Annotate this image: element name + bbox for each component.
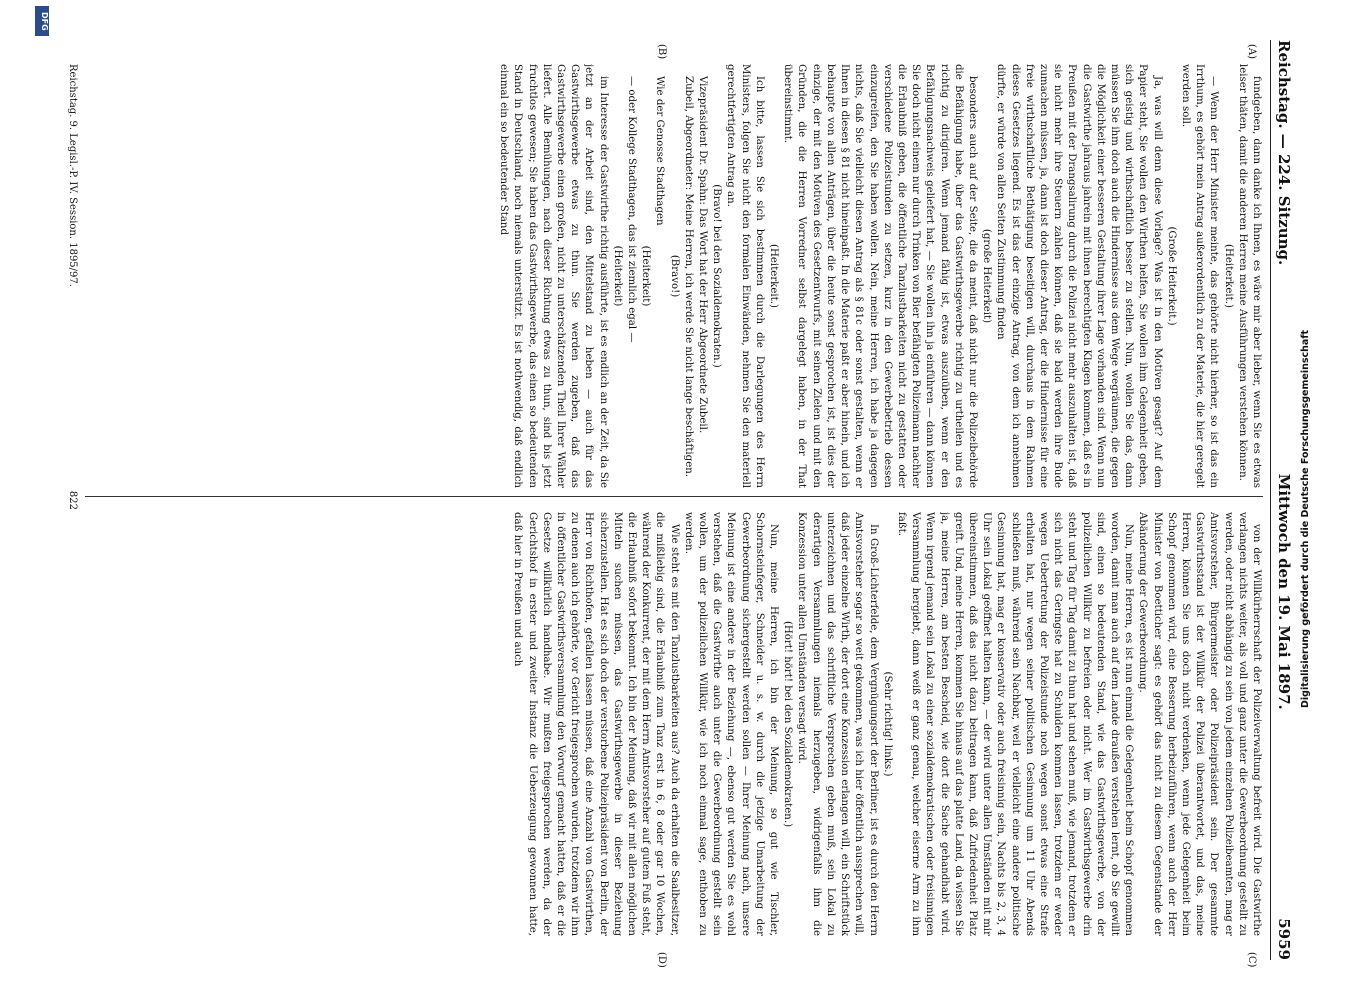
paragraph: Nun, meine Herren, es ist nun einmal die Gelegenheit beim Schopf genommen worden, damit man auch auf dem Lande draußen verstehen lernt, ob Sie gewillt sind, einen so bedeutenden Stand, wie das Gastwirthsgewerbe, von der polizeilichen Willkür zu befreien oder nicht. Wer im Gastwirthsgewerbe drin steht und Tag für Tag damit zu thun hat und sehen muß, wie jemand, trotzdem er sich nicht das Geringste hat zu Schulden kommen lassen, trotzdem er weder wegen Uebertretung der Polizeistunde noch wegen sonst etwas eine Strafe erhalten hat, nur wegen seiner politischen Gesinnung um 11 Uhr Abends schließen muß, während sein Nachbar, weil er vielleicht eine andere politische Gesinnung hat, mag er konservativ oder auch freisinnig sein, Nachts bis 2, 3, 4 Uhr sein Lokal geöffnet halten kann, — der wird unter allen Umständen mit mir übereinstimmen, daß das nicht dazu beitragen kann, daß Zufriedenheit Platz greift. Und, meine Herren, kommen Sie hinaus auf das platte Land, da wissen Sie ja, meine Herren, am besten Bescheid, wie dort die Sache gehandhabt wird. Wenn irgend jemand sein Lokal zu einer sozialdemokratischen oder freisinnigen Versammlung hergiebt, dann weiß er ganz genau, welcher eiserne Arm zu ihm faßt. (895, 512, 1134, 936)
header-rule (1270, 40, 1271, 960)
interjection: (Heiterkeit) (639, 245, 651, 307)
margin-marker-b: (B) (655, 44, 667, 60)
interjection: (Heiterkeit.) (1222, 244, 1234, 308)
margin-marker-d: (D) (655, 952, 667, 968)
interjection: (Heiterkeit) (611, 245, 623, 307)
interjection: (Große Heiterkeit.) (1165, 226, 1177, 326)
footer-citation: Reichstag. 9. Legisl.-P. IV. Session. 1895/97. (66, 64, 78, 287)
interjection: (große Heiterkeit) (980, 228, 992, 324)
paragraph: von der Willkürherrschaft der Polizeiverwaltung befreit wird. Die Gastwirthe verlangen nichts weiter, als voll und ganz unter die Gewerbeordnung gestellt zu werden, oder nicht abhängig zu sein von jedem einzelnen Polizeibeamten, mag er Amtsvorsteher, Bürgermeister oder Polizeipräsident sein. Der gesammte Gastwirthsstand ist der Willkür der Polizei überantwortet, und das, meine Herren, können Sie uns doch nicht verdenken, wenn jede Gelegenheit beim Schopf genommen wird, eine Besserung herbeizuführen, wenn auch der Herr Minister von Boetticher sagt: es gehört das nicht zu diesem Gegenstande der Abänderung der Gewerbeordnung. (1136, 512, 1262, 936)
interjection: (Bravo!) (668, 254, 680, 298)
interjection: (Sehr richtig! links.) (881, 671, 893, 777)
paragraph: fundgeben, dann danke ich Ihnen, es wäre mir aber lieber, wenn Sie es etwas leiser thäten, damit die anderen Herren meine Ausführungen verstehen können. (1236, 64, 1262, 488)
header-left: Reichstag. — 224. Sitzung. (1274, 40, 1293, 266)
paragraph: — oder Kollege Stadthagen, das ist ziemlich egal — (625, 76, 637, 343)
header-date: Mittwoch den 19. Mai 1897. (1274, 473, 1293, 710)
margin-marker-a: (A) (1245, 44, 1257, 60)
paragraph: In Groß-Lichterfelde, dem Vergnügungsort der Berliner, ist es durch den Herrn Amtsvorsteher sogar so weit gekommen, was ich hier öffentlich aussprechen will, daß jeder einzelne Wirth, der dort eine Konzession erlangen will, ein Schriftstück unterzeichnen und das schriftliche Versprechen geben muß, sein Lokal zu derartigen Versammlungen niemals herzugeben, widrigenfalls ihm die Konzession unter allen Umständen versagt wird. (796, 512, 879, 936)
document-page (47, 20, 1307, 980)
bottom-page-number: 822 (66, 490, 78, 510)
paragraph: im Interesse der Gastwirthe richtig ausführte, ist es endlich an der Zeit, da Sie jetzt an der Arbeit sind, den Mittelstand zu heben — auch für das Gastwirthsgewerbe etwas zu thun. Sie werden zugeben, daß das Gastwirthsgewerbe einen großen, nicht zu unterschätzenden Theil Ihrer Wähler liefert. Alle Bemühungen, nach dieser Richtung etwas zu thun, sind bis jetzt fruchtlos gewesen; Sie haben das Gastwirthsgewerbe, das einen so bedeutenden Stand in Deutschland, noch niemals unterstützt. Es ist nothwendig, daß endlich einmal ein so bedeutender Stand (497, 64, 609, 488)
interjection: (Heiterkeit.) (767, 244, 779, 308)
paragraph: Wie steht es mit den Tanzlustbarkeiten aus? Auch da erhalten die Saalbesitzer, die mißliebig sind, die Erlaubniß zum Tanz erst in 6, 8 oder gar 10 Wochen, während der Konkurrent, der mit dem Herrn Amtsvorsteher auf gutem Fuß steht, die Erlaubniß sofort bekommt. Ich bin der Meinung, daß wir mit allen möglichen Mitteln suchen müssen, das Gastwirthsgewerbe in dieser Beziehung sicherzustellen. Hat es sich doch der verstorbene Polizeipräsident von Berlin, der Herr von Richthofen, gefallen lassen müssen, daß eine Anzahl von Gastwirthen, zu denen auch ich gehörte, vor Gericht freigesprochen wurden, trotzdem wir ihm in öffentlicher Gastwirthsversammlung den Vorwurf gemacht hatten, daß er die Gesetze willkürlich handhabe. Wir mußten freigesprochen werden, da der Gerichtshof in erster und zweiter Instanz die Ueberzeugung gewonnen hatte, daß hier in Preußen und auch (511, 512, 680, 936)
right-column (85, 512, 1263, 936)
dfg-logo: DFG (35, 6, 49, 36)
paragraph: Wie der Genosse Stadthagen (653, 76, 665, 226)
paragraph: Ich bitte, lassen Sie sich bestimmen durch die Darlegungen des Herrn Ministers, folgen Sie nicht den formalen Einwänden, nehmen Sie den materiell gerechtfertigten Antrag an. (724, 64, 765, 488)
interjection: (Hört! hört! bei den Sozialdemokraten.) (781, 620, 793, 828)
header-page-number: 5959 (1274, 918, 1293, 960)
paragraph: Vizepräsident Dr. Spahn: Das Wort hat der Herr Abgeordnete Zubeil. (696, 76, 708, 434)
interjection: (Bravo! bei den Sozialdemokraten.) (710, 184, 722, 368)
paragraph: Nun, meine Herren, ich bin der Meinung, so gut wie Tischler, Schornsteinfeger, Schneider u. s. w. durch die jetzige Umarbeitung der Gewerbeordnung sichergestellt werden sollen — Ihrer Meinung nach, unsere Meinung ist eine andere in der Beziehung —, ebenso gut werden Sie es wohl verstehen, daß die Gastwirthe auch unter die Gewerbeordnung gestellt sein wollen, um der polizeilichen Willkür, wie ich noch einmal sage, enthoben zu werden. (682, 512, 779, 936)
paragraph: — Wenn der Herr Minister meinte, das gehörte nicht hierher, so ist das ein Irrthum, es gehört mein Antrag außerordentlich zu der Materie, die hier geregelt werden soll. (1179, 64, 1219, 488)
column-divider (85, 496, 1263, 497)
paragraph: Ja, was will denn diese Vorlage? Was ist in den Motiven gesagt? Auf dem Papier steht, Sie wollen den Wirthen helfen, Sie wollen ihm Gelegenheit geben, sich geistig und wirthschaftlich besser zu stellen. Nun, wollen Sie das, dann müssen Sie ihm doch auch die Hindernisse aus dem Wege wegräumen, die gegen die Möglichkeit einer besseren Gestaltung ihrer Lage vorhanden sind. Wenn nun die Gastwirthe jahraus jahrein mit ihnen berechtigten Klagen kommen, daß es in Preußen mit der Drangsalirung durch die Polizei nicht mehr auszuhalten ist, daß sie nicht mehr ihre Steuern zahlen können, daß sie bald werden ihre Bude zumachen müssen, ja, dann ist doch dieser Antrag, der die Hindernisse für eine freie wirthschaftliche Bethätigung beseitigen will, durchaus in dem Rahmen dieses Gesetzes liegend. Es ist das der einzige Antrag, von dem ich annehmen dürfte, er würde von allen Seiten Zustimmung finden (994, 64, 1163, 488)
paragraph: Zubeil, Abgeordneter: Meine Herren, ich werde Sie nicht lange beschäftigen. (682, 76, 694, 478)
paragraph: besonders auch auf der Seite, die da meint, daß nicht nur die Polizeibehörde die Befähigung habe, über das Gastwirthsgewerbe richtig zu urtheilen und es richtig zu dirigiren. Wenn jemand fähig ist, etwas auszuüben, wenn er den Befähigungsnachweis geliefert hat, — Sie wollen ihn ja einführen — dann können Sie doch nicht einem nur durch Trinken von Bier befähigten Polizeimann nachher die Erlaubniß geben, die öffentliche Tanzlustbarkeiten nicht zu gestatten oder verschiedene Polizeistunden zu setzen, kurz in den Gewerbebetrieb dessen einzugreifen, den Sie haben wollen. Nein, meine Herren, ich habe ja dagegen nichts, daß Sie vielleicht diesen Antrag als § 81c oder sonst gestalten, wenn er Ihnen in diesen § 81 nicht hineinpaßt. In die Materie paßt er aber hinein, und ich behaupte von allen Anträgen, über die heute sonst gesprochen ist, ist dies der einzige, der mit den Motiven des Gesetzentwurfs, mit seinen Zielen und mit den Gründen, die die Herren Vorredner selbst dargelegt haben, in der That übereinstimmt. (781, 64, 978, 488)
margin-marker-c: (C) (1245, 952, 1257, 968)
page-header (1275, 40, 1301, 960)
digitization-credit: Digitalisierung gefördert durch die Deutsche Forschungsgemeinschaft (1300, 330, 1311, 708)
left-column (85, 64, 1263, 488)
